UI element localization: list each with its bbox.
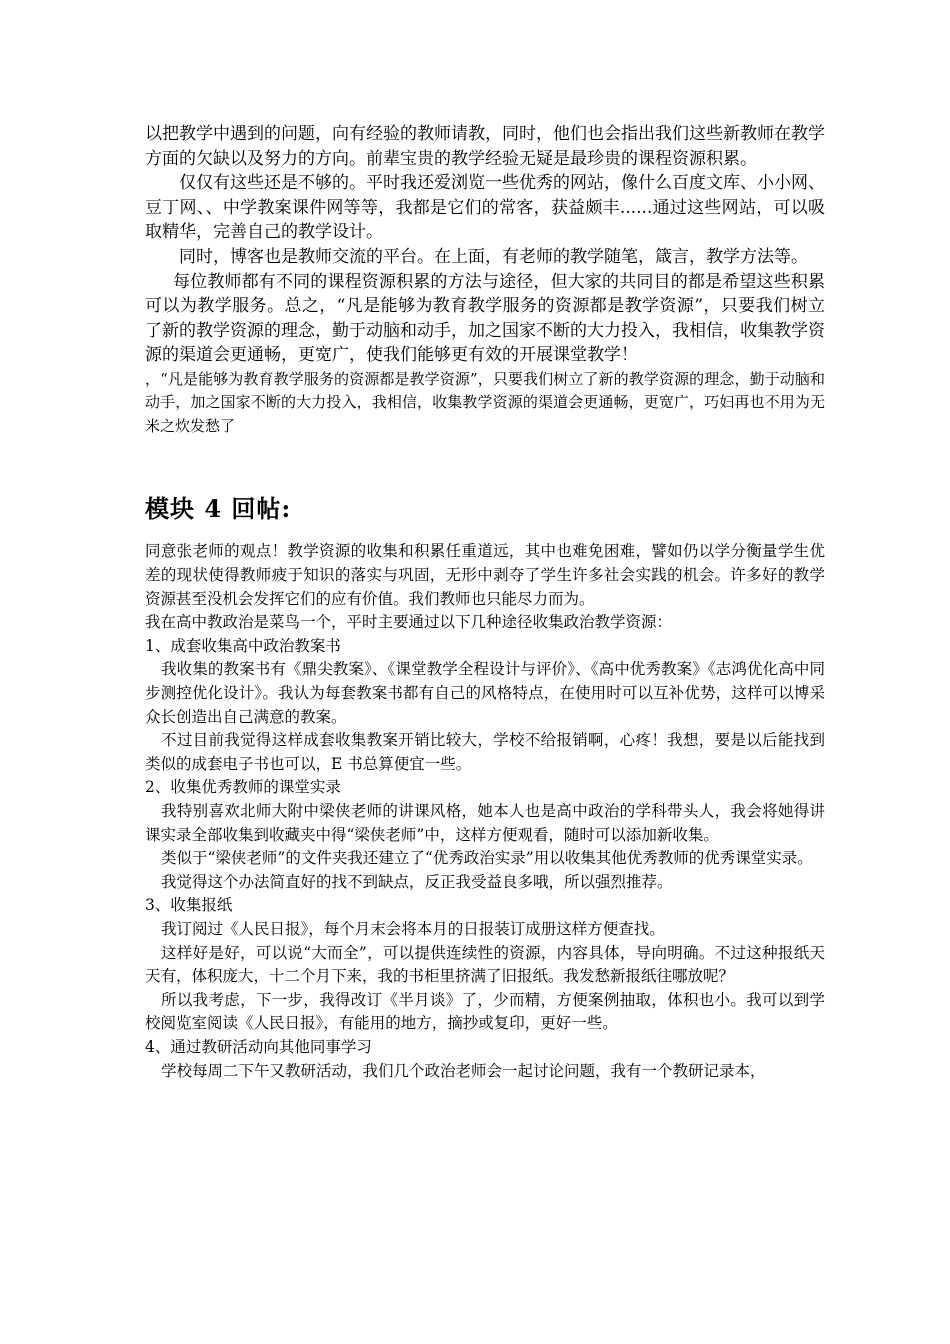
intro-paragraph-4: 每位教师都有不同的课程资源积累的方法与途径，但大家的共同目的都是希望这些积累可以为教学服务。总之，“凡是能够为教育教学服务的资源都是教学资源”，只要我们树立了新的教学资源的理念，勤于动脑和动手，加之国家不断的大力投入，我相信，收集教学资源的渠道会更通畅，更宽广，使我们能够更有效的开展课堂教学！ [145,271,825,366]
reply-paragraph-2: 我在高中教政治是菜鸟一个，平时主要通过以下几种途径收集政治教学资源： [145,613,673,632]
reply-paragraph-8: 我订阅过《人民日报》，每个月末会将本月的日报装订成册这样方便查找。 [161,919,665,938]
reply-section-heading-4: 4、通过教研活动向其他同事学习 [145,1037,372,1056]
reply-paragraph-3: 我收集的教案书有《鼎尖教案》、《课堂教学全程设计与评价》、《高中优秀教案》《志鸿优化高中同步测控优化设计》。我认为每套教案书都有自己的风格特点，在使用时可以互补优势，这样可以博采众长创造出自己满意的教案。 [145,660,825,726]
reply-paragraph-9: 这样好是好，可以说“大而全”，可以提供连续性的资源，内容具体，导向明确。不过这种报纸天天有，体积庞大，十二个月下来，我的书柜里挤满了旧报纸。我发愁新报纸往哪放呢？ [145,943,825,986]
intro-paragraph-2: 仅仅有这些还是不够的。平时我还爱浏览一些优秀的网站，像什么百度文库、小小网、豆丁网、、中学教案课件网等等，我都是它们的常客，获益颇丰......通过这些网站，可以吸取精华，完善自己的教学设计。 [145,173,825,243]
module-heading: 模块 4 回帖: [145,494,292,524]
reply-paragraph-1: 同意张老师的观点！教学资源的收集和积累任重道远，其中也难免困难，譬如仍以学分衡量学生优差的现状使得教师疲于知识的落实与巩固，无形中剥夺了学生许多社会实践的机会。许多好的教学资源甚至没机会发挥它们的应有价值。我们教师也只能尽力而为。 [145,542,825,608]
intro-paragraph-3: 同时，博客也是教师交流的平台。在上面，有老师的教学随笔，箴言，教学方法等。 [179,246,808,267]
intro-paragraph-1: 以把教学中遇到的问题，向有经验的教师请教，同时，他们也会指出我们这些新教师在教学方面的欠缺以及努力的方向。前辈宝贵的教学经验无疑是最珍贵的课程资源积累。 [145,124,825,169]
reply-paragraph-6: 类似于“梁侠老师”的文件夹我还建立了“优秀政治实录”用以收集其他优秀教师的优秀课堂实录。 [161,849,813,868]
heading-spacer [145,524,825,540]
reply-section-heading-1: 1、成套收集高中政治教案书 [145,636,341,655]
section-spacer [145,438,825,494]
reply-paragraph-10: 所以我考虑，下一步，我得改订《半月谈》了，少而精，方便案例抽取，体积也小。我可以到学校阅览室阅读《人民日报》，有能用的地方，摘抄或复印，更好一些。 [145,990,825,1033]
reply-paragraph-5: 我特别喜欢北师大附中梁侠老师的讲课风格，她本人也是高中政治的学科带头人，我会将她得讲课实录全部收集到收藏夹中得“梁侠老师”中，这样方便观看，随时可以添加新收集。 [145,801,825,844]
reply-section-heading-2: 2、收集优秀教师的课堂实录 [145,778,341,797]
reply-paragraph-4: 不过目前我觉得这样成套收集教案开销比较大，学校不给报销啊，心疼！我想，要是以后能找到类似的成套电子书也可以，E 书总算便宜一些。 [145,731,825,773]
intro-paragraph-5: ，“凡是能够为教育教学服务的资源都是教学资源”，只要我们树立了新的教学资源的理念，勤于动脑和动手，加之国家不断的大力投入，我相信，收集教学资源的渠道会更通畅，更宽广，巧妇再也不用为无米之炊发愁了 [145,369,825,435]
document-page [145,122,825,1083]
reply-paragraph-7: 我觉得这个办法简直好的找不到缺点，反正我受益良多哦，所以强烈推荐。 [161,872,673,891]
reply-section-heading-3: 3、收集报纸 [145,896,233,915]
reply-paragraph-11: 学校每周二下午又教研活动，我们几个政治老师会一起讨论问题，我有一个教研记录本， [161,1061,766,1080]
